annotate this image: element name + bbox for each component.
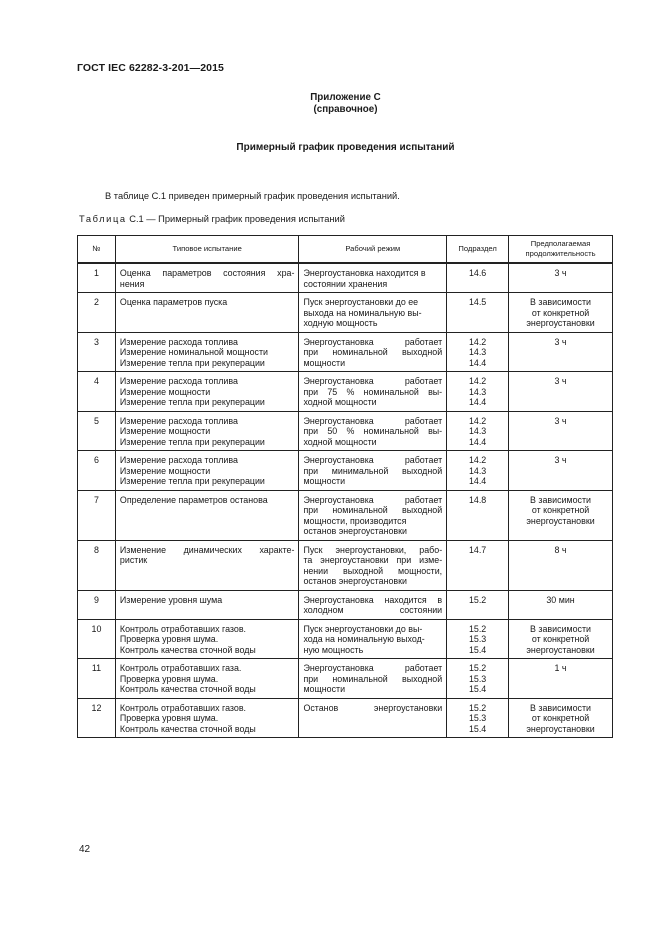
test-line: Контроль качества сточной воды [119, 684, 256, 694]
table-caption [79, 214, 345, 224]
section-line: 14.5 [468, 297, 487, 307]
table-row [78, 659, 613, 699]
section-cell [447, 451, 509, 491]
duration-cell [509, 540, 613, 590]
test-line: Измерение расхода топлива [119, 455, 238, 465]
table-row [78, 332, 613, 372]
header-section: Подраздел [447, 236, 509, 264]
header-duration [509, 236, 613, 264]
table-row [78, 540, 613, 590]
mode-line: Пуск энергоустановки, рабо- [303, 544, 443, 555]
duration-cell [509, 619, 613, 659]
test-line: Оценка параметров состояния хра- [119, 268, 295, 278]
test-schedule-table [77, 235, 613, 738]
mode-line: при 50 % номинальной вы- [303, 426, 443, 436]
duration-line: 8 ч [554, 544, 567, 555]
header-test: Типовое испытание [115, 236, 299, 264]
test-line: Проверка уровня шума. [119, 634, 219, 644]
section-line: 15.2 [468, 663, 487, 673]
section-line: 14.3 [468, 347, 487, 357]
mode-line: та энергоустановки при изме- [303, 555, 443, 565]
section-line: 14.4 [468, 357, 487, 368]
duration-cell [509, 411, 613, 451]
section-line: 15.3 [468, 713, 487, 723]
test-line: Проверка уровня шума. [119, 713, 219, 723]
mode-line: мощности [303, 684, 346, 694]
header-duration-line: Предполагаемая [530, 239, 591, 248]
mode-cell [299, 540, 447, 590]
duration-line: 3 ч [554, 376, 567, 386]
section-line: 15.3 [468, 634, 487, 644]
test-line: Измерение тепла при рекуперации [119, 436, 265, 447]
table-row [78, 293, 613, 333]
mode-line: Останов энергоустановки [303, 702, 443, 713]
section-cell [447, 659, 509, 699]
test-line: Измерение тепла при рекуперации [119, 357, 265, 368]
test-cell [115, 698, 299, 738]
mode-line: холодном состоянии [303, 605, 443, 615]
mode-cell [299, 332, 447, 372]
mode-line: при минимальной выходной [303, 465, 443, 476]
test-cell [115, 293, 299, 333]
test-cell [115, 490, 299, 540]
duration-line: 3 ч [554, 455, 567, 465]
duration-line: В зависимости [530, 623, 592, 634]
test-line: Измерение номинальной мощности [119, 347, 268, 357]
duration-line: энергоустановки [526, 318, 595, 328]
section-cell [447, 540, 509, 590]
mode-line: останов энергоустановки [303, 526, 407, 536]
section-cell [447, 332, 509, 372]
test-line: Изменение динамических характе- [119, 544, 295, 555]
row-number: 11 [78, 659, 116, 699]
duration-line: В зависимости [530, 702, 592, 713]
test-line: Измерение расхода топлива [119, 376, 238, 386]
section-line: 15.4 [468, 644, 487, 655]
test-line: Контроль отработавших газа. [119, 663, 242, 673]
mode-line: при 75 % номинальной вы- [303, 386, 443, 397]
test-line: Измерение мощности [119, 386, 211, 397]
duration-line: В зависимости [530, 297, 592, 307]
duration-cell [509, 659, 613, 699]
section-cell [447, 619, 509, 659]
mode-line: мощности [303, 357, 346, 368]
duration-line: 3 ч [554, 415, 567, 426]
section-cell [447, 372, 509, 412]
duration-line: от конкретной [531, 713, 590, 723]
test-cell [115, 540, 299, 590]
duration-line: 30 мин [546, 594, 575, 605]
test-cell [115, 332, 299, 372]
test-cell [115, 590, 299, 619]
table-row [78, 372, 613, 412]
row-number: 12 [78, 698, 116, 738]
test-line: Измерение мощности [119, 426, 211, 436]
row-number: 7 [78, 490, 116, 540]
mode-cell [299, 451, 447, 491]
section-line: 14.3 [468, 386, 487, 397]
table-row [78, 490, 613, 540]
section-line: 14.7 [468, 544, 487, 555]
test-line: Измерение расхода топлива [119, 336, 238, 347]
mode-cell [299, 590, 447, 619]
test-cell [115, 263, 299, 293]
mode-cell [299, 659, 447, 699]
duration-line: энергоустановки [526, 644, 595, 655]
duration-line: В зависимости [530, 494, 592, 505]
test-line: нения [119, 278, 145, 289]
section-line: 15.3 [468, 673, 487, 684]
mode-line: Пуск энергоустановки до вы- [303, 623, 423, 634]
row-number: 2 [78, 293, 116, 333]
duration-line: энергоустановки [526, 723, 595, 734]
header-mode: Рабочий режим [299, 236, 447, 264]
section-line: 14.2 [468, 336, 487, 347]
page-number: 42 [79, 844, 91, 855]
duration-cell [509, 451, 613, 491]
section-line: 15.2 [468, 594, 487, 605]
section-cell [447, 698, 509, 738]
mode-line: Пуск энергоустановки до ее [303, 297, 419, 307]
table-row [78, 590, 613, 619]
section-line: 14.8 [468, 494, 487, 505]
mode-line: Энергоустановка работает [303, 376, 443, 386]
duration-cell [509, 372, 613, 412]
test-line: Проверка уровня шума. [119, 673, 219, 684]
table-row [78, 263, 613, 293]
section-line: 14.2 [468, 376, 487, 386]
test-line: Измерение тепла при рекуперации [119, 397, 265, 407]
test-line: Измерение расхода топлива [119, 415, 238, 426]
appendix-title: Приложение С [310, 92, 381, 103]
table-caption-prefix: Таблица [79, 214, 127, 224]
table-body [78, 263, 613, 738]
mode-line: ходную мощность [303, 318, 378, 328]
section-cell [447, 293, 509, 333]
section-line: 14.3 [468, 426, 487, 436]
table-caption-text: С.1 — Примерный график проведения испытаний [126, 214, 345, 224]
row-number: 4 [78, 372, 116, 412]
mode-line: Энергоустановка работает [303, 494, 443, 505]
row-number: 5 [78, 411, 116, 451]
mode-line: Энергоустановка работает [303, 336, 443, 347]
duration-line: 3 ч [554, 336, 567, 347]
mode-line: Энергоустановка работает [303, 455, 443, 465]
mode-cell [299, 698, 447, 738]
duration-line: энергоустановки [526, 515, 595, 526]
section-line: 15.4 [468, 684, 487, 694]
standard-header: ГОСТ IEC 62282-3-201—2015 [77, 62, 224, 74]
test-line: Измерение уровня шума [119, 594, 223, 605]
mode-line: останов энергоустановки [303, 576, 407, 586]
row-number: 8 [78, 540, 116, 590]
row-number: 9 [78, 590, 116, 619]
row-number: 1 [78, 263, 116, 293]
mode-cell [299, 293, 447, 333]
mode-cell [299, 411, 447, 451]
row-number: 6 [78, 451, 116, 491]
section-line: 15.2 [468, 623, 487, 634]
test-cell [115, 411, 299, 451]
mode-line: мощности [303, 476, 346, 486]
header-duration-line: продолжительность [525, 249, 596, 258]
duration-cell [509, 332, 613, 372]
section-line: 14.4 [468, 397, 487, 407]
mode-line: при номинальной выходной [303, 505, 443, 515]
mode-line: Энергоустановка работает [303, 663, 443, 673]
mode-line: при номинальной выходной [303, 347, 443, 357]
test-cell [115, 659, 299, 699]
section-line: 14.4 [468, 476, 487, 486]
mode-line: нении выходной мощности, [303, 565, 443, 576]
section-cell [447, 490, 509, 540]
test-line: Контроль качества сточной воды [119, 723, 256, 734]
appendix-note: (справочное) [313, 104, 378, 115]
section-line: 14.3 [468, 465, 487, 476]
mode-line: Энергоустановка находится в [303, 594, 443, 605]
duration-line: от конкретной [531, 505, 590, 515]
test-line: Измерение мощности [119, 465, 211, 476]
duration-cell [509, 590, 613, 619]
duration-line: от конкретной [531, 634, 590, 644]
mode-cell [299, 619, 447, 659]
test-line: Измерение тепла при рекуперации [119, 476, 265, 486]
test-cell [115, 372, 299, 412]
section-line: 14.4 [468, 436, 487, 447]
duration-cell [509, 490, 613, 540]
duration-line: 3 ч [554, 268, 567, 278]
duration-cell [509, 698, 613, 738]
table-row [78, 411, 613, 451]
duration-cell [509, 293, 613, 333]
header-num: № [78, 236, 116, 264]
test-cell [115, 619, 299, 659]
test-cell [115, 451, 299, 491]
section-cell [447, 590, 509, 619]
mode-line: при номинальной выходной [303, 673, 443, 684]
table-row [78, 451, 613, 491]
table-row [78, 698, 613, 738]
row-number: 10 [78, 619, 116, 659]
section-line: 15.4 [468, 723, 487, 734]
test-line: ристик [119, 555, 148, 565]
mode-line: ную мощность [303, 644, 364, 655]
mode-line: ходной мощности [303, 436, 377, 447]
section-cell [447, 263, 509, 293]
mode-line: хода на номинальную выход- [303, 634, 425, 644]
mode-line: выхода на номинальную вы- [303, 307, 422, 318]
mode-line: мощности, производится [303, 515, 407, 526]
test-line: Оценка параметров пуска [119, 297, 228, 307]
test-line: Контроль качества сточной воды [119, 644, 256, 655]
duration-cell [509, 263, 613, 293]
mode-cell [299, 490, 447, 540]
section-line: 14.2 [468, 455, 487, 465]
section-line: 14.2 [468, 415, 487, 426]
mode-cell [299, 372, 447, 412]
intro-paragraph: В таблице С.1 приведен примерный график проведения испытаний. [105, 191, 400, 201]
row-number: 3 [78, 332, 116, 372]
mode-line: Энергоустановка находится в [303, 268, 426, 278]
test-line: Определение параметров останова [119, 494, 268, 505]
section-title: Примерный график проведения испытаний [236, 142, 455, 153]
mode-line: состоянии хранения [303, 278, 388, 289]
table-row [78, 619, 613, 659]
section-line: 14.6 [468, 268, 487, 278]
mode-cell [299, 263, 447, 293]
mode-line: Энергоустановка работает [303, 415, 443, 426]
table-header-row [78, 236, 613, 264]
section-cell [447, 411, 509, 451]
test-line: Контроль отработавших газов. [119, 702, 246, 713]
mode-line: ходной мощности [303, 397, 377, 407]
duration-line: от конкретной [531, 307, 590, 318]
duration-line: 1 ч [554, 663, 567, 673]
test-line: Контроль отработавших газов. [119, 623, 246, 634]
section-line: 15.2 [468, 702, 487, 713]
